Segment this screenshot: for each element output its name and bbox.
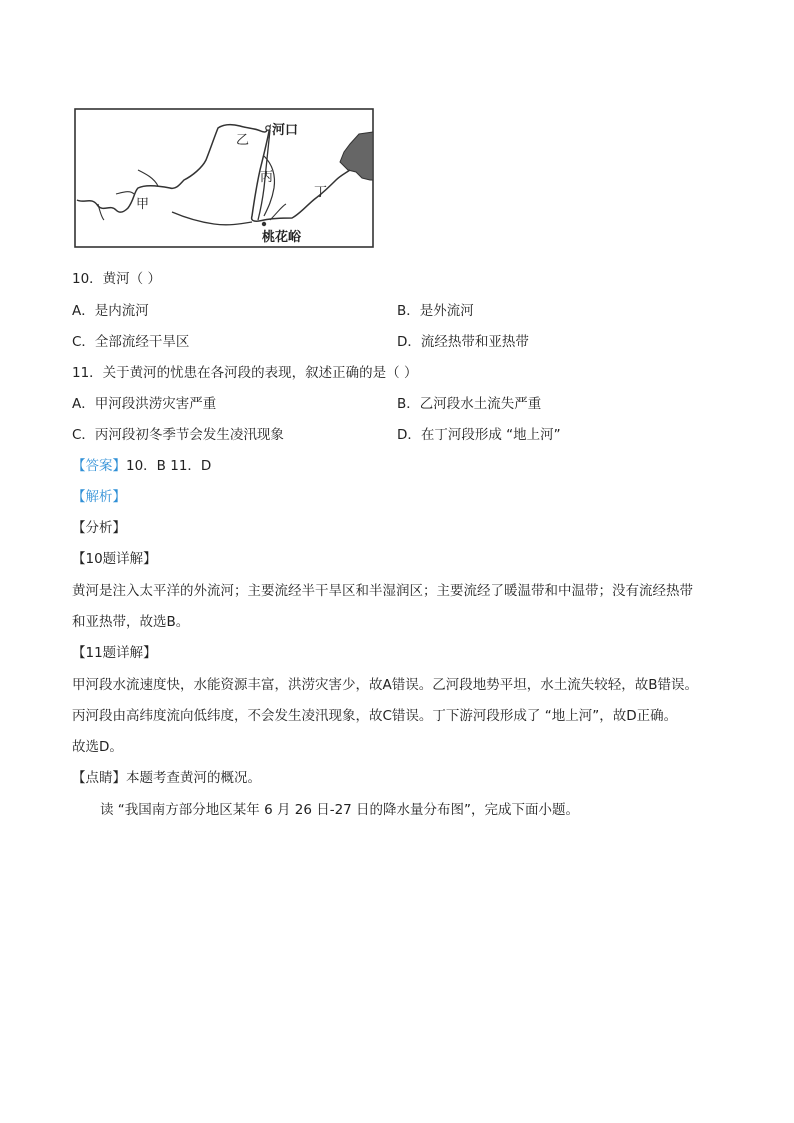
- q11-option-a: A．甲河段洪涝灾害严重: [72, 396, 217, 412]
- label-ding: 丁: [314, 185, 328, 200]
- q11-detail-line1: 甲河段水流速度快，水能资源丰富，洪涝灾害少，故A错误。乙河段地势平坦，水土流失较轻，故B错误。: [72, 677, 698, 693]
- q11-option-c: C．丙河段初冬季节会发生凌汛现象: [72, 427, 284, 443]
- taohuayu-marker: [262, 222, 266, 226]
- map-drawing: [74, 108, 374, 248]
- q10-option-b: B．是外流河: [397, 303, 474, 319]
- q11-detail-line3: 故选D。: [72, 739, 123, 755]
- q10-option-c: C．全部流经干旱区: [72, 334, 190, 350]
- q10-option-d: D．流经热带和亚热带: [397, 334, 529, 350]
- answer-text: 10．B 11．D: [126, 458, 212, 474]
- next-question-intro: 读 “我国南方部分地区某年 6 月 26 日-27 日的降水量分布图”，完成下面小题。: [100, 802, 580, 818]
- hekou-marker: [266, 126, 270, 130]
- answer-tag: 【答案】: [72, 458, 126, 474]
- q11-stem: 11．关于黄河的忧患在各河段的表现，叙述正确的是（ ）: [72, 365, 418, 381]
- q10-option-a: A．是内流河: [72, 303, 149, 319]
- q11-detail-line2: 丙河段由高纬度流向低纬度，不会发生凌汛现象，故C错误。丁下游河段形成了 “地上河”，故D正确。: [72, 708, 678, 724]
- yellow-river-map: [74, 108, 374, 248]
- label-bing: 丙: [260, 170, 274, 185]
- q11-detail-title: 【11题详解】: [72, 645, 157, 661]
- label-taohuayu: 桃花峪: [262, 230, 302, 245]
- label-jia: 甲: [136, 197, 150, 212]
- fenxi-title: 【分析】: [72, 520, 126, 536]
- q10-detail-line1: 黄河是注入太平洋的外流河；主要流经半干旱区和半湿润区；主要流经了暖温带和中温带；没有流经热带: [72, 583, 693, 599]
- answer-line: [72, 457, 211, 475]
- map-border: [75, 109, 373, 247]
- q10-detail-line2: 和亚热带，故选B。: [72, 614, 190, 630]
- label-yi: 乙: [236, 133, 250, 148]
- q10-detail-title: 【10题详解】: [72, 551, 157, 567]
- analysis-tag: 【解析】: [72, 489, 126, 505]
- q10-stem: 10．黄河（ ）: [72, 271, 161, 287]
- q11-option-b: B．乙河段水土流失严重: [397, 396, 542, 412]
- dianjing-line: 【点睛】本题考查黄河的概况。: [72, 770, 261, 786]
- label-hekou: 河口: [272, 123, 299, 138]
- q11-option-d: D．在丁河段形成 “地上河”: [397, 427, 561, 443]
